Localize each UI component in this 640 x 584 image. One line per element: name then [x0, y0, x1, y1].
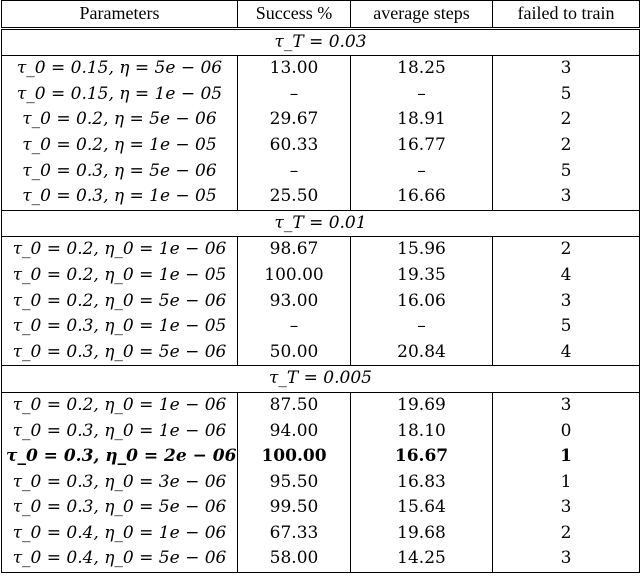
table-row	[2, 314, 640, 340]
failed-cell: 3	[493, 546, 640, 572]
failed-cell: 3	[493, 392, 640, 418]
steps-cell: –	[351, 159, 493, 185]
failed-cell: 1	[493, 444, 640, 470]
success-cell: 99.50	[238, 495, 351, 521]
table-row	[2, 546, 640, 572]
failed-cell: 5	[493, 314, 640, 340]
steps-cell: 16.06	[351, 289, 493, 315]
param-cell: τ_0 = 0.2, η_0 = 1e − 06	[2, 392, 238, 418]
table-row	[2, 159, 640, 185]
table-row	[2, 184, 640, 210]
param-cell: τ_0 = 0.3, η_0 = 5e − 06	[2, 340, 238, 366]
steps-cell: 18.10	[351, 419, 493, 445]
steps-cell: 14.25	[351, 546, 493, 572]
param-cell: τ_0 = 0.2, η = 5e − 06	[2, 107, 238, 133]
param-cell: τ_0 = 0.4, η_0 = 1e − 06	[2, 521, 238, 547]
section-header-row	[2, 366, 640, 393]
param-cell: τ_0 = 0.3, η = 1e − 05	[2, 184, 238, 210]
table-row	[2, 289, 640, 315]
param-cell: τ_0 = 0.2, η_0 = 1e − 05	[2, 263, 238, 289]
steps-cell: 15.64	[351, 495, 493, 521]
steps-cell: 19.69	[351, 392, 493, 418]
param-cell: τ_0 = 0.3, η_0 = 1e − 06	[2, 419, 238, 445]
param-cell: τ_0 = 0.2, η_0 = 1e − 06	[2, 237, 238, 263]
steps-cell: 16.66	[351, 184, 493, 210]
table-body	[2, 28, 640, 572]
header-success: Success %	[238, 1, 351, 29]
success-cell: 93.00	[238, 289, 351, 315]
failed-cell: 4	[493, 263, 640, 289]
param-cell: τ_0 = 0.3, η_0 = 2e − 06	[2, 444, 238, 470]
failed-cell: 3	[493, 289, 640, 315]
steps-cell: 16.83	[351, 470, 493, 496]
param-cell: τ_0 = 0.2, η = 1e − 05	[2, 133, 238, 159]
table-row	[2, 56, 640, 82]
success-cell: 13.00	[238, 56, 351, 82]
failed-cell: 3	[493, 184, 640, 210]
table-row	[2, 340, 640, 366]
success-cell: –	[238, 82, 351, 108]
header-failed-to-train: failed to train	[493, 1, 640, 29]
steps-cell: 16.67	[351, 444, 493, 470]
param-cell: τ_0 = 0.15, η = 5e − 06	[2, 56, 238, 82]
section-header-row	[2, 210, 640, 237]
failed-cell: 5	[493, 82, 640, 108]
failed-cell: 3	[493, 56, 640, 82]
steps-cell: 18.91	[351, 107, 493, 133]
success-cell: 94.00	[238, 419, 351, 445]
section-title: τ_T = 0.005	[2, 366, 640, 393]
steps-cell: 19.35	[351, 263, 493, 289]
steps-cell: 15.96	[351, 237, 493, 263]
param-cell: τ_0 = 0.2, η_0 = 5e − 06	[2, 289, 238, 315]
steps-cell: 18.25	[351, 56, 493, 82]
steps-cell: –	[351, 314, 493, 340]
section-header-row	[2, 28, 640, 56]
failed-cell: 4	[493, 340, 640, 366]
failed-cell: 2	[493, 521, 640, 547]
param-cell: τ_0 = 0.3, η_0 = 3e − 06	[2, 470, 238, 496]
table-row	[2, 495, 640, 521]
param-cell: τ_0 = 0.15, η = 1e − 05	[2, 82, 238, 108]
success-cell: 60.33	[238, 133, 351, 159]
section-title: τ_T = 0.03	[2, 28, 640, 56]
failed-cell: 3	[493, 495, 640, 521]
table-row	[2, 237, 640, 263]
header-average-steps: average steps	[351, 1, 493, 29]
table-row	[2, 521, 640, 547]
steps-cell: 19.68	[351, 521, 493, 547]
param-cell: τ_0 = 0.3, η = 5e − 06	[2, 159, 238, 185]
table-row	[2, 392, 640, 418]
steps-cell: 16.77	[351, 133, 493, 159]
table-row	[2, 263, 640, 289]
steps-cell: –	[351, 82, 493, 108]
header-parameters: Parameters	[2, 1, 238, 29]
failed-cell: 2	[493, 107, 640, 133]
failed-cell: 2	[493, 133, 640, 159]
table-row	[2, 82, 640, 108]
section-title: τ_T = 0.01	[2, 210, 640, 237]
param-cell: τ_0 = 0.4, η_0 = 5e − 06	[2, 546, 238, 572]
success-cell: 25.50	[238, 184, 351, 210]
table-row	[2, 419, 640, 445]
param-cell: τ_0 = 0.3, η_0 = 5e − 06	[2, 495, 238, 521]
success-cell: –	[238, 314, 351, 340]
table-row	[2, 133, 640, 159]
success-cell: 100.00	[238, 444, 351, 470]
success-cell: 67.33	[238, 521, 351, 547]
success-cell: 95.50	[238, 470, 351, 496]
success-cell: 29.67	[238, 107, 351, 133]
success-cell: 58.00	[238, 546, 351, 572]
table-row	[2, 444, 640, 470]
table-row	[2, 470, 640, 496]
failed-cell: 1	[493, 470, 640, 496]
success-cell: 98.67	[238, 237, 351, 263]
success-cell: 100.00	[238, 263, 351, 289]
success-cell: 50.00	[238, 340, 351, 366]
success-cell: 87.50	[238, 392, 351, 418]
param-cell: τ_0 = 0.3, η_0 = 1e − 05	[2, 314, 238, 340]
failed-cell: 5	[493, 159, 640, 185]
header-row	[2, 1, 640, 29]
failed-cell: 2	[493, 237, 640, 263]
success-cell: –	[238, 159, 351, 185]
table-row	[2, 107, 640, 133]
failed-cell: 0	[493, 419, 640, 445]
results-table	[1, 0, 640, 573]
steps-cell: 20.84	[351, 340, 493, 366]
